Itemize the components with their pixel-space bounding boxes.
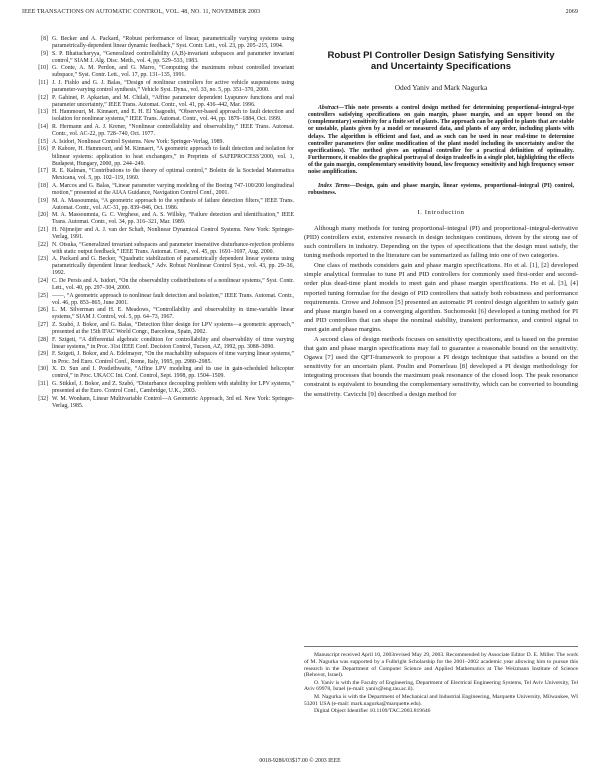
- reference-number: [11]: [38, 80, 48, 87]
- reference-entry: [30, 212, 294, 226]
- reference-text: X. D. Sun and I. Postlethwaite, “Affine LPV modeling and its use in gain-scheduled helicopter control,” in Proc. UKACC Int. Conf. Control, Sept. 1998, pp. 1504–1509.: [52, 366, 294, 380]
- reference-number: [22]: [38, 241, 48, 248]
- footnote-manuscript: Manuscript received April 10, 2003revised May 29, 2003. Recommended by Associate Editor D. E. Miller. The work of M. Nagurka was supported by a Fulbright Scholarship for the 2001–2002 academic year allowing him to pursue this research in the Department of Computer Science and Applied Mathematics at The Weizmann Institute of Science (Rehovot, Israel).: [304, 652, 578, 679]
- reference-number: [29]: [38, 351, 48, 358]
- reference-entry: [30, 198, 294, 212]
- reference-entry: [30, 366, 294, 380]
- reference-number: [24]: [38, 278, 48, 285]
- abstract-text: This note presents a control design method for determining proportional–integral-type controllers satisfying specifications on gain margin, phase margin, and an upper bound on the (complementary) sensitivity for a finite set of plants. The approach can be applied to plants that are stable or unstable, plants given by a model or measured data, and plants of any order, including plants with delays. The algorithm is efficient and fast, and as such can be used in near real-time to determine controller parameters (for online modification of the plant model including its uncertainty and/or the specifications). The method gives an optimal controller for a practical definition of optimality. Furthermore, it enables the graphical portrayal of design tradeoffs in a single plot, highlighting the effects of the gain margin, complementary sensitivity bound, low frequency sensitivity and high frequency sensor noise amplification.: [308, 105, 574, 176]
- reference-number: [14]: [38, 124, 48, 131]
- reference-entry: [30, 278, 294, 292]
- section-heading: I. Introduction: [417, 208, 465, 216]
- reference-number: [26]: [38, 307, 48, 314]
- reference-text: Z. Szabó, J. Bokor, and G. Balas, “Detection filter design for LPV systems—a geometric approach,” presented at the 15th IFAC World Congr., Barcelona, Spain, 2002.: [52, 322, 294, 336]
- reference-entry: [30, 256, 294, 277]
- reference-text: G. Conte, A. M. Perdon, and G. Marro, “Computing the maximum robust controlled invariant subspace,” Syst. Contr. Lett., vol. 17, pp. 131–135, 1991.: [52, 65, 294, 79]
- reference-text: ——, “A geometric approach to nonlinear fault detection and isolation,” IEEE Trans. Automat. Contr., vol. 46, pp. 853–865, June 2001.: [52, 292, 294, 306]
- reference-number: [15]: [38, 138, 48, 145]
- copyright-footer: 0018-9286/03$17.00 © 2003 IEEE: [259, 758, 341, 764]
- reference-number: [31]: [38, 380, 48, 387]
- reference-number: [8]: [41, 36, 48, 42]
- footnote-author-yaniv: O. Yaniv is with the Faculty of Engineering, Department of Electrical Engineering Systems, Tel Aviv University, Tel Aviv 69978, Israel (e-mail: yaniv@eng.tau.ac.il).: [304, 679, 578, 693]
- reference-entry: [30, 381, 294, 395]
- reference-entry: [30, 109, 294, 123]
- reference-number: [17]: [38, 168, 48, 175]
- reference-number: [32]: [38, 395, 48, 402]
- reference-number: [13]: [38, 109, 48, 116]
- reference-text: G. Stikkel, J. Bokor, and Z. Szabó, “Disturbance decoupling problem with stability for LPV systems,” presented at the Euro. Control Conf., Cambridge, U.K., 2003.: [52, 380, 294, 394]
- reference-number: [12]: [38, 94, 48, 101]
- reference-entry: [30, 168, 294, 182]
- reference-text: R. E. Kalman, “Contributions to the theory of optimal control,” Boletin de la Sociedad Matematica Mexicana, vol. 5, pp. 102–119, 1960.: [52, 168, 294, 182]
- reference-number: [28]: [38, 336, 48, 343]
- reference-text: M. A. Massoumnia, “A geometric approach to the synthesis of failure detection filters,” IEEE Trans. Automat. Contr., vol. AC-31, pp. 839–846, Oct. 1986.: [52, 197, 294, 211]
- article-column: [304, 36, 578, 400]
- reference-text: G. Becker and A. Packard, “Robust performance of linear, parametrically varying systems using parametrically-dependent linear dynamic feedback,” Syst. Contr. Lett., vol. 23, pp. 205–215, 1994.: [52, 36, 294, 50]
- index-terms-lead: Index Terms—: [318, 182, 356, 189]
- reference-text: P. Gahinet, P. Apkarian, and M. Chilali, “Affine parameter dependent Lyapunov functions and real parameter uncertainty,” IEEE Trans. Automat. Contr., vol. 41, pp. 436–442, Mar. 1996.: [52, 94, 294, 108]
- reference-entry: [30, 124, 294, 138]
- reference-text: A. Marcos and G. Balas, “Linear parameter varying modeling of the Boeing 747-100/200 longitudinal motion,” presented at the AIAA Guidance, Navigation Control Conf., 2001.: [52, 182, 294, 196]
- reference-number: [19]: [38, 197, 48, 204]
- reference-text: J. J. Fishlo and G. J. Balas, “Design of nonlinear controllers for active vehicle suspensions using parameter-varying control synthesis,” Vehicle Syst. Dyna., vol. 33, no. 5, pp. 351–370, 2000.: [52, 80, 294, 94]
- reference-entry: [30, 146, 294, 167]
- paper-title: Robust PI Controller Design Satisfying Sensitivity and Uncertainty Specifications: [327, 50, 555, 72]
- reference-entry: [30, 242, 294, 256]
- reference-number: [23]: [38, 256, 48, 263]
- reference-number: [16]: [38, 146, 48, 153]
- reference-entry: [30, 227, 294, 241]
- intro-paragraph: One class of methods considers gain and phase margin specifications. Ho et al. [1], [2] developed simple analytical formulae to tune PI and PID controllers for commonly used first-order and second-order plus dead-time plant models to meet gain and phase margin specifications. Ho et al. [3], [4] reported tuning formulae for the design of PID controllers that satisfy both robustness and performance requirements. Crowe and Johnson [5] presented an automatic PI control design algorithm to satisfy gain and phase margin based on a converging algorithm. Suchomoski [6] developed a tuning method for PI and PID controllers that can shape the nominal stability, transient performance, and control signal to meet gain and phase margins.: [304, 262, 578, 333]
- abstract-lead: Abstract—: [318, 105, 345, 111]
- paper-authors: Oded Yaniv and Mark Nagurka: [394, 83, 488, 92]
- reference-number: [20]: [38, 212, 48, 219]
- reference-entry: [30, 396, 294, 410]
- reference-number: [30]: [38, 366, 48, 373]
- first-page-footnote: [304, 646, 578, 715]
- reference-entry: [30, 293, 294, 307]
- reference-entry: [30, 322, 294, 336]
- reference-text: P. Kabore, H. Hammouri, and M. Kinnaert, “A geometric approach to fault detection and isolation for bilinear systems: application to heat exchangers,” in Preprints of SAFEPROCESS’2000, vol. 1, Budapest, Hungary, 2000, pp. 244–249.: [52, 146, 294, 167]
- reference-number: [21]: [38, 226, 48, 233]
- page-number: 2069: [565, 9, 578, 15]
- reference-number: [10]: [38, 65, 48, 72]
- reference-entry: [30, 139, 294, 146]
- reference-text: A. Isidori, Nonlinear Control Systems. New York: Springer-Verlag, 1989.: [52, 138, 224, 145]
- reference-entry: [30, 36, 294, 50]
- reference-text: N. Otsuka, “Generalized invariant subspaces and parameter insensitive disturbance-rejection problems with static output feedback,” IEEE Trans. Automat. Contr., vol. 45, pp. 1691–1697, Aug. 2000.: [52, 241, 294, 255]
- reference-entry: [30, 183, 294, 197]
- footnote-doi: Digital Object Identifier 10.1109/TAC.2003.819646: [314, 707, 431, 714]
- reference-entry: [30, 351, 294, 365]
- reference-text: F. Szigeti, “A differential algebraic condition for controllability and observability of time varying linear systems,” in Proc. 31st IEEE Conf. Decision Control, Tucson, AZ, 1992, pp. 3088–3090.: [52, 336, 294, 350]
- reference-entry: [30, 80, 294, 94]
- reference-number: [18]: [38, 182, 48, 189]
- reference-text: M. A. Massoumnia, G. C. Verghese, and A. S. Willsky, “Failure detection and identification,” IEEE Trans. Automat. Contr., vol. 34, pp. 316–321, Mar. 1989.: [52, 212, 294, 226]
- running-header: [22, 9, 578, 21]
- abstract: [304, 105, 578, 177]
- reference-number: [25]: [38, 292, 48, 299]
- reference-text: S. P. Bhattacharyya, “Generalized controllability (A,B)-invariant subspaces and parameter invariant control,” SIAM J. Alg. Disc. Meth., vol. 4, pp. 529–533, 1983.: [52, 50, 294, 64]
- intro-paragraph: A second class of design methods focuses on sensitivity specifications, and is based on the premise that gain and phase margin specifications may fail to guarantee a reasonable bound on the sensitivity. Ogawa [7] used the QFT-framework to propose a PI design technique that satisfies a bound on the sensitivity for an uncertain plant. Poulin and Pomerleau [8] developed a PI design methodology for integrating processes that bounds the maximum peak resonance of the closed loop. The peak resonance constraint is equivalent to bounding the complementary sensitivity, which can be converted to bounding the sensitivity. Cavicchi [9] described a design method for: [304, 336, 578, 398]
- intro-paragraph: Although many methods for tuning proportional–integral (PI) and proportional–integral-derivative (PID) controllers exist, extensive research in design techniques continues, driven by the strong use of such controllers in industry. Depending on the types of specifications that the design must satisfy, the tuning methods reported in the literature can be summarized as falling into one of two categories.: [304, 224, 578, 260]
- reference-text: L. M. Silverman and H. E. Meadows, “Controllability and observability in time-variable linear systems,” SIAM J. Control, vol. 5, pp. 64–73, 1967.: [52, 307, 294, 321]
- reference-entry: [30, 307, 294, 321]
- reference-entry: [30, 337, 294, 351]
- reference-text: A. Packard and G. Becker, “Quadratic stabilization of parametrically dependent linear systems using parametrically dependent linear feedback,” Adv. Robust Nonlinear Control Syst., vol. 43, pp. 29–36, 1992.: [52, 256, 294, 277]
- journal-header: IEEE TRANSACTIONS ON AUTOMATIC CONTROL, VOL. 48, NO. 11, NOVEMBER 2003: [22, 9, 261, 15]
- footnote-author-nagurka: M. Nagurka is with the Department of Mechanical and Industrial Engineering, Marquette University, Milwaukee, WI 53201 USA (e-mail: mark.nagurka@marquette.edu).: [304, 693, 578, 707]
- reference-text: W. M. Wonham, Linear Multivariable Control—A Geometric Approach, 3rd ed. New York: Springer-Verlag, 1985.: [52, 395, 294, 409]
- index-terms-text: Design, gain and phase margin, linear systems, proportional–integral (PI) control, robustness.: [308, 182, 574, 196]
- reference-entry: [30, 65, 294, 79]
- reference-number: [9]: [41, 50, 48, 57]
- reference-entry: [30, 95, 294, 109]
- references-column: [30, 36, 294, 410]
- reference-text: H. Nijmeijer and A. J. van der Schaft, Nonlinear Dynamical Control Systems. New York: Springer-Verlag, 1991.: [52, 226, 294, 240]
- reference-text: H. Hammouri, M. Kinnaert, and E. H. El Yaagoubi, “Observer-based approach to fault detection and isolation for nonlinear systems,” IEEE Trans. Automat. Contr., vol. 44, pp. 1879–1884, Oct. 1999.: [52, 109, 294, 123]
- index-terms: [304, 183, 578, 197]
- reference-number: [27]: [38, 322, 48, 329]
- reference-text: R. Hermann and A. J. Krener, “Nonlinear controllability and observability,” IEEE Trans. Automat. Contr., vol. AC-22, pp. 728–740, Oct. 1977.: [52, 124, 294, 138]
- reference-text: F. Szigeti, J. Bokor, and A. Edelmayer, “On the reachability subspaces of time varying linear systems,” in Proc. 3rd Euro. Control Conf., Rome, Italy, 1995, pp. 2980–2985.: [52, 351, 294, 365]
- reference-entry: [30, 51, 294, 65]
- reference-text: C. De Persis and A. Isidori, “On the observability codistributions of a nonlinear systems,” Syst. Contr. Lett., vol. 40, pp. 297–304, 2000.: [52, 278, 294, 292]
